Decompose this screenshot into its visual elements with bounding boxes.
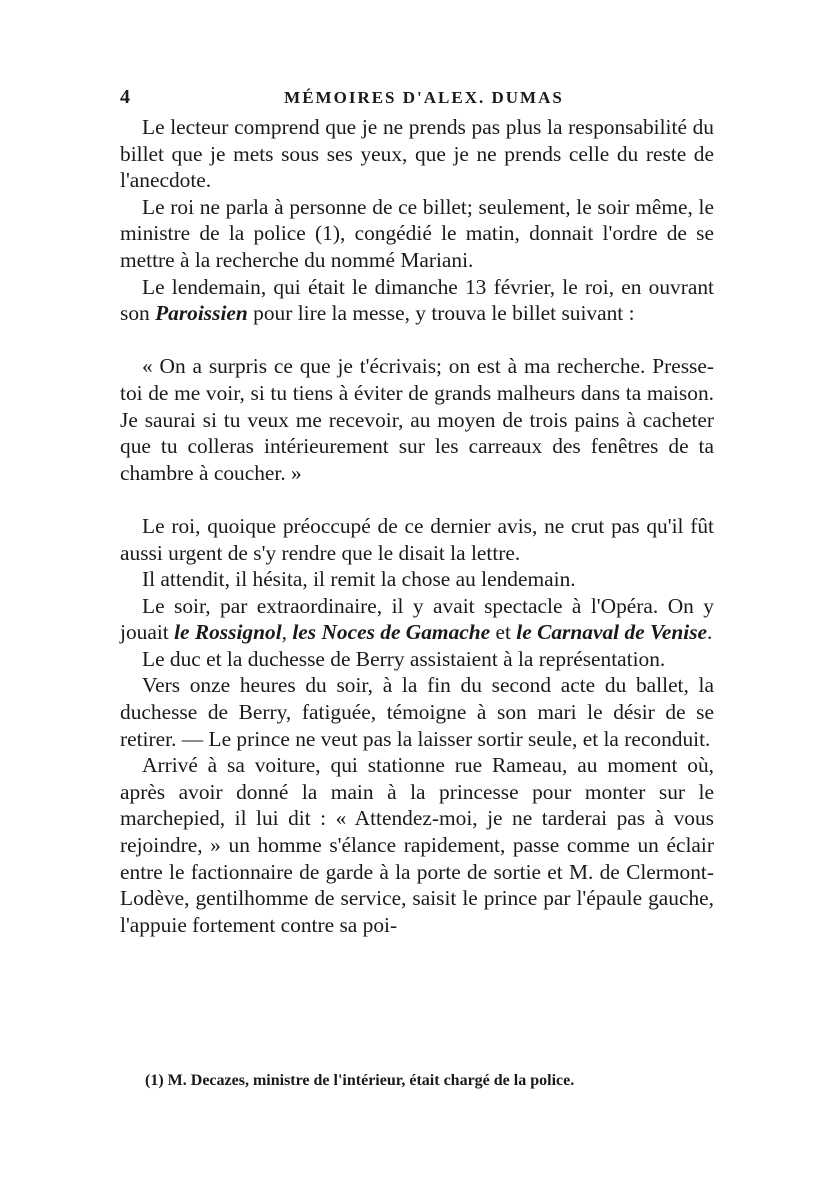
running-title: MÉMOIRES D'ALEX. DUMAS [284,88,564,107]
paragraph-3-text-b: pour lire la messe, y trouva le billet suivant : [247,301,635,326]
paragraph-2: Le roi ne parla à personne de ce billet; seulement, le soir même, le ministre de la police (1), congédié le matin, donnait l'ordre de se mettre à la recherche du nommé Mariani. [120,194,714,272]
paragraph-7: Le duc et la duchesse de Berry assistaient à la représentation. [142,646,666,671]
quoted-letter: « On a surpris ce que je t'écrivais; on est à ma recherche. Presse-toi de me voir, si tu tiens à éviter de grands malheurs dans ta maison. Je saurai si tu veux me recevoir, au moyen de trois pains à cacheter que tu colleras intérieurement sur les carreaux des fenêtres de ta chambre à coucher. » [120,354,714,485]
paragraph-6-sep-1: , [281,620,293,645]
paragraph-8: Vers onze heures du soir, à la fin du second acte du ballet, la duchesse de Berry, fatiguée, témoigne à son mari le désir de se retirer. — Le prince ne veut pas la laisser sortir seule, et la reconduit. [120,673,714,751]
paragraph-6-end: . [707,620,713,645]
paragraph-3-text-a: Le lendemain, qui était le dimanche 13 février, le roi, en ouvrant son [120,274,714,326]
paragraph-3 [120,274,714,327]
body-text [120,114,714,938]
italic-title-paroissien: Paroissien [155,301,248,326]
paragraph-5: Il attendit, il hésita, il remit la chose au lendemain. [142,567,576,592]
paragraph-4: Le roi, quoique préoccupé de ce dernier avis, ne crut pas qu'il fût aussi urgent de s'y rendre que le disait la lettre. [120,513,714,565]
paragraph-9: Arrivé à sa voiture, qui stationne rue Rameau, au moment où, après avoir donné la main à la princesse pour monter sur le marchepied, il lui dit : « Attendez-moi, je ne tarderai pas à vous rejoindre, » un homme s'élance rapidement, passe comme un éclair entre le factionnaire de garde à la porte de sortie et M. de Clermont-Lodève, gentilhomme de service, saisit le prince par l'épaule gauche, l'appuie fortement contre sa poi- [120,753,714,937]
italic-title-rossignol: le Rossignol [174,620,282,645]
page-header [120,82,714,114]
paragraph-1: Le lecteur comprend que je ne prends pas plus la responsabilité du billet que je mets sous ses yeux, que je ne prends celle du reste de l'anecdote. [120,115,714,193]
paragraph-6 [120,593,714,646]
book-page [120,82,714,938]
paragraph-6-sep-2: et [490,620,517,645]
footnote: (1) M. Decazes, ministre de l'intérieur, était chargé de la police. [145,1072,575,1089]
page-number: 4 [120,86,130,108]
paragraph-6-text-a: Le soir, par extraordinaire, il y avait spectacle à l'Opéra. On y jouait [120,593,714,645]
italic-title-noces: les Noces de Gamache [292,620,491,645]
italic-title-carnaval: le Carnaval de Venise [516,620,708,645]
